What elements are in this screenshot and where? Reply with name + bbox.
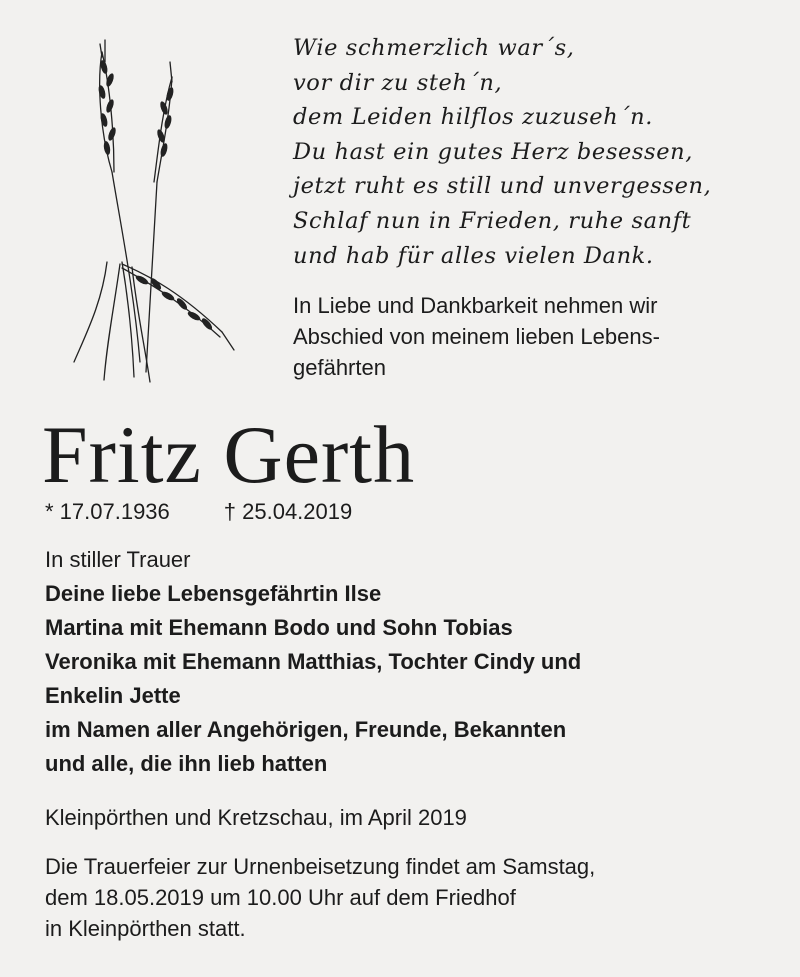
birth-date: * 17.07.1936 bbox=[45, 499, 170, 524]
wheat-ears-icon bbox=[62, 32, 237, 392]
intro-line: Abschied von meinem lieben Lebens- bbox=[293, 324, 660, 349]
mourner-line: im Namen aller Angehörigen, Freunde, Bekannten bbox=[45, 717, 567, 742]
poem-line: Wie schmerzlich war´s, bbox=[293, 35, 575, 61]
ceremony-line: in Kleinpörthen statt. bbox=[45, 916, 246, 941]
mourner-line: und alle, die ihn lieb hatten bbox=[45, 751, 328, 776]
death-date: † 25.04.2019 bbox=[223, 499, 353, 524]
place-and-date: Kleinpörthen und Kretzschau, im April 2019 bbox=[45, 805, 467, 830]
poem-line: Du hast ein gutes Herz besessen, bbox=[293, 138, 693, 165]
mourner-line: Martina mit Ehemann Bodo und Sohn Tobias bbox=[45, 615, 513, 640]
intro-line: In Liebe und Dankbarkeit nehmen wir bbox=[293, 293, 658, 318]
intro-line: gefährten bbox=[293, 355, 386, 380]
poem-line: dem Leiden hilflos zuzuseh´n. bbox=[293, 104, 654, 131]
ceremony-line: Die Trauerfeier zur Urnenbeisetzung findet am Samstag, bbox=[45, 854, 596, 879]
deceased-name: Fritz Gerth bbox=[42, 409, 416, 500]
farewell-intro bbox=[293, 290, 763, 383]
ceremony-info bbox=[45, 851, 765, 944]
ceremony-line: dem 18.05.2019 um 10.00 Uhr auf dem Friedhof bbox=[45, 885, 516, 910]
mourner-line: Enkelin Jette bbox=[45, 683, 181, 708]
life-dates bbox=[45, 497, 352, 527]
poem-line: jetzt ruht es still und unvergessen, bbox=[293, 173, 712, 200]
mourning-lead: In stiller Trauer bbox=[45, 547, 191, 572]
poem bbox=[293, 31, 763, 273]
poem-line: vor dir zu steh´n, bbox=[293, 69, 503, 96]
mourner-line: Veronika mit Ehemann Matthias, Tochter Cindy und bbox=[45, 649, 582, 674]
mourner-line: Deine liebe Lebensgefährtin Ilse bbox=[45, 581, 382, 606]
poem-line: und hab für alles vielen Dank. bbox=[293, 242, 654, 269]
poem-line: Schlaf nun in Frieden, ruhe sanft bbox=[293, 207, 692, 234]
mourners-block bbox=[45, 543, 765, 781]
